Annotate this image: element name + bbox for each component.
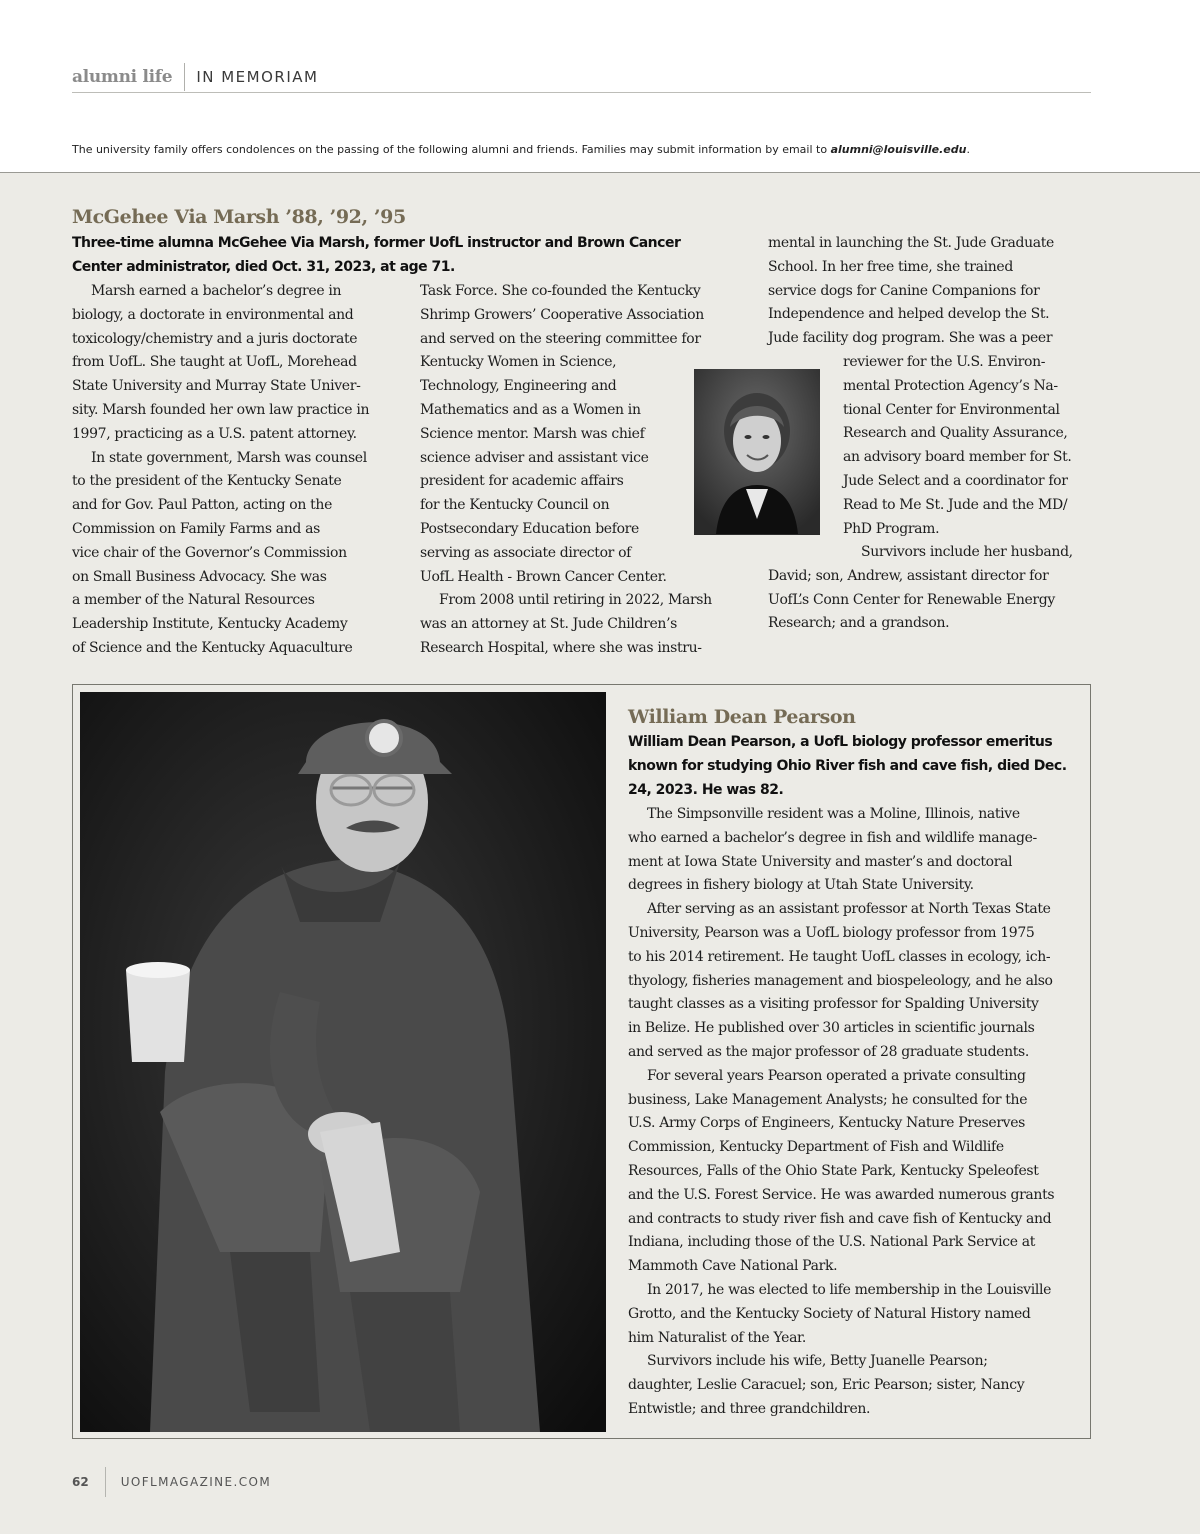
- text-line: service dogs for Canine Companions for: [768, 282, 1040, 299]
- text-line: For several years Pearson operated a private consulting: [647, 1067, 1026, 1084]
- text-line: a member of the Natural Resources: [72, 592, 315, 609]
- text-line: After serving as an assistant professor at North Texas State: [647, 901, 1051, 918]
- lede-line: Center administrator, died Oct. 31, 2023, at age 71.: [72, 258, 455, 275]
- text-line: business, Lake Management Analysts; he consulted for the: [628, 1091, 1028, 1108]
- section-title: IN MEMORIAM: [196, 68, 319, 86]
- page-number: 62: [72, 1467, 106, 1497]
- text-line: Task Force. She co-founded the Kentucky: [420, 283, 701, 299]
- text-line: Research Hospital, where she was instru-: [420, 639, 702, 656]
- text-line: on Small Business Advocacy. She was: [72, 568, 327, 585]
- lede-line: known for studying Ohio River fish and cave fish, died Dec.: [628, 757, 1067, 774]
- text-line: Research; and a grandson.: [768, 615, 950, 632]
- text-line: from UofL. She taught at UofL, Morehead: [72, 354, 357, 371]
- text-line: Leadership Institute, Kentucky Academy: [72, 616, 348, 633]
- text-line: Read to Me St. Jude and the MD/: [843, 496, 1068, 513]
- text-line: Jude Select and a coordinator for: [843, 472, 1068, 489]
- text-line: and served on the steering committee for: [420, 330, 701, 347]
- text-line: mental in launching the St. Jude Graduate: [768, 235, 1054, 251]
- text-line: Shrimp Growers’ Cooperative Association: [420, 306, 704, 323]
- text-line: U.S. Army Corps of Engineers, Kentucky Nature Preserves: [628, 1115, 1025, 1132]
- pearson-lede: [628, 731, 1067, 802]
- brand-label: alumni life: [72, 63, 185, 91]
- text-line: him Naturalist of the Year.: [628, 1329, 806, 1346]
- pearson-name: William Dean Pearson: [628, 706, 856, 728]
- intro-end: .: [966, 143, 970, 156]
- text-line: Marsh earned a bachelor’s degree in: [91, 283, 342, 299]
- text-line: David; son, Andrew, assistant director for: [768, 567, 1049, 584]
- text-line: of Science and the Kentucky Aquaculture: [72, 639, 353, 656]
- text-line: Entwistle; and three grandchildren.: [628, 1400, 871, 1417]
- text-line: degrees in fishery biology at Utah State University.: [628, 877, 974, 894]
- text-line: 1997, practicing as a U.S. patent attorney.: [72, 425, 357, 442]
- text-line: mental Protection Agency’s Na-: [843, 377, 1058, 394]
- text-line: From 2008 until retiring in 2022, Marsh: [439, 592, 712, 609]
- text-line: The Simpsonville resident was a Moline, Illinois, native: [647, 806, 1020, 822]
- text-line: to the president of the Kentucky Senate: [72, 473, 342, 490]
- text-line: In 2017, he was elected to life membership in the Louisville: [647, 1281, 1052, 1298]
- marsh-column-3-top: [768, 232, 1054, 351]
- text-line: reviewer for the U.S. Environ-: [843, 354, 1046, 370]
- text-line: serving as associate director of: [420, 544, 631, 561]
- text-line: Mammoth Cave National Park.: [628, 1258, 838, 1275]
- text-line: Survivors include her husband,: [861, 544, 1073, 560]
- text-line: toxicology/chemistry and a juris doctorate: [72, 330, 358, 347]
- text-line: science adviser and assistant vice: [420, 449, 649, 466]
- text-line: thyology, fisheries management and biospeleology, and he also: [628, 972, 1053, 989]
- text-line: UofL Health - Brown Cancer Center.: [420, 568, 667, 585]
- text-line: University, Pearson was a UofL biology professor from 1975: [628, 924, 1035, 941]
- text-line: to his 2014 retirement. He taught UofL classes in ecology, ich-: [628, 948, 1051, 965]
- pearson-cave-photo: [80, 692, 606, 1432]
- text-line: PhD Program.: [843, 520, 940, 537]
- text-line: vice chair of the Governor’s Commission: [72, 544, 347, 561]
- text-line: Technology, Engineering and: [420, 378, 617, 395]
- text-line: Science mentor. Marsh was chief: [420, 425, 645, 442]
- text-line: president for academic affairs: [420, 473, 624, 490]
- text-line: Independence and helped develop the St.: [768, 306, 1050, 323]
- site-url[interactable]: UOFLMAGAZINE.COM: [120, 1475, 272, 1489]
- text-line: who earned a bachelor’s degree in fish and wildlife manage-: [628, 829, 1037, 846]
- text-line: Mathematics and as a Women in: [420, 401, 641, 418]
- text-line: an advisory board member for St.: [843, 449, 1072, 466]
- text-line: sity. Marsh founded her own law practice in: [72, 401, 370, 418]
- text-line: Kentucky Women in Science,: [420, 354, 617, 371]
- text-line: School. In her free time, she trained: [768, 258, 1013, 275]
- text-line: Research and Quality Assurance,: [843, 425, 1068, 442]
- text-line: and served as the major professor of 28 graduate students.: [628, 1043, 1029, 1060]
- text-line: taught classes as a visiting professor for Spalding University: [628, 996, 1039, 1013]
- lede-line: William Dean Pearson, a UofL biology professor emeritus: [628, 734, 1053, 750]
- text-line: for the Kentucky Council on: [420, 497, 610, 514]
- text-line: Commission, Kentucky Department of Fish and Wildlife: [628, 1139, 1004, 1156]
- email-link[interactable]: alumni@louisville.edu: [830, 143, 967, 156]
- text-line: Survivors include his wife, Betty Juanelle Pearson;: [647, 1353, 988, 1370]
- text-line: in Belize. He published over 30 articles in scientific journals: [628, 1020, 1035, 1037]
- text-line: Resources, Falls of the Ohio State Park, Kentucky Speleofest: [628, 1162, 1039, 1179]
- page-footer: [72, 1467, 271, 1497]
- marsh-column-2: [420, 280, 712, 661]
- text-line: daughter, Leslie Caracuel; son, Eric Pearson; sister, Nancy: [628, 1377, 1025, 1394]
- lede-line: Three-time alumna McGehee Via Marsh, former UofL instructor and Brown Cancer: [72, 235, 681, 251]
- text-line: and for Gov. Paul Patton, acting on the: [72, 497, 332, 514]
- marsh-portrait-photo: [694, 369, 820, 535]
- pearson-body: [628, 803, 1054, 1422]
- text-line: ment at Iowa State University and master’s and doctoral: [628, 853, 1013, 870]
- text-line: In state government, Marsh was counsel: [91, 449, 367, 466]
- text-line: Indiana, including those of the U.S. National Park Service at: [628, 1234, 1036, 1251]
- text-line: Grotto, and the Kentucky Society of Natural History named: [628, 1305, 1031, 1322]
- intro-text: [72, 143, 1132, 156]
- marsh-column-1: [72, 280, 369, 661]
- text-line: biology, a doctorate in environmental and: [72, 306, 354, 323]
- marsh-column-3-wrap: [843, 351, 1071, 541]
- marsh-column-3-bottom: [768, 541, 1073, 636]
- text-line: was an attorney at St. Jude Children’s: [420, 616, 678, 633]
- text-line: State University and Murray State Univer-: [72, 378, 361, 395]
- text-line: Commission on Family Farms and as: [72, 520, 320, 537]
- intro-body: The university family offers condolences on the passing of the following alumni and friends. Families may submit information by email to: [72, 143, 831, 156]
- text-line: and contracts to study river fish and cave fish of Kentucky and: [628, 1210, 1052, 1227]
- text-line: and the U.S. Forest Service. He was awarded numerous grants: [628, 1186, 1055, 1203]
- text-line: Postsecondary Education before: [420, 520, 639, 537]
- page-header: [72, 62, 1091, 93]
- text-line: Jude facility dog program. She was a peer: [768, 330, 1053, 347]
- lede-line: 24, 2023. He was 82.: [628, 781, 784, 798]
- marsh-lede: [72, 232, 680, 280]
- marsh-name: McGehee Via Marsh ’88, ’92, ’95: [72, 206, 406, 228]
- text-line: tional Center for Environmental: [843, 401, 1060, 418]
- text-line: UofL’s Conn Center for Renewable Energy: [768, 591, 1055, 608]
